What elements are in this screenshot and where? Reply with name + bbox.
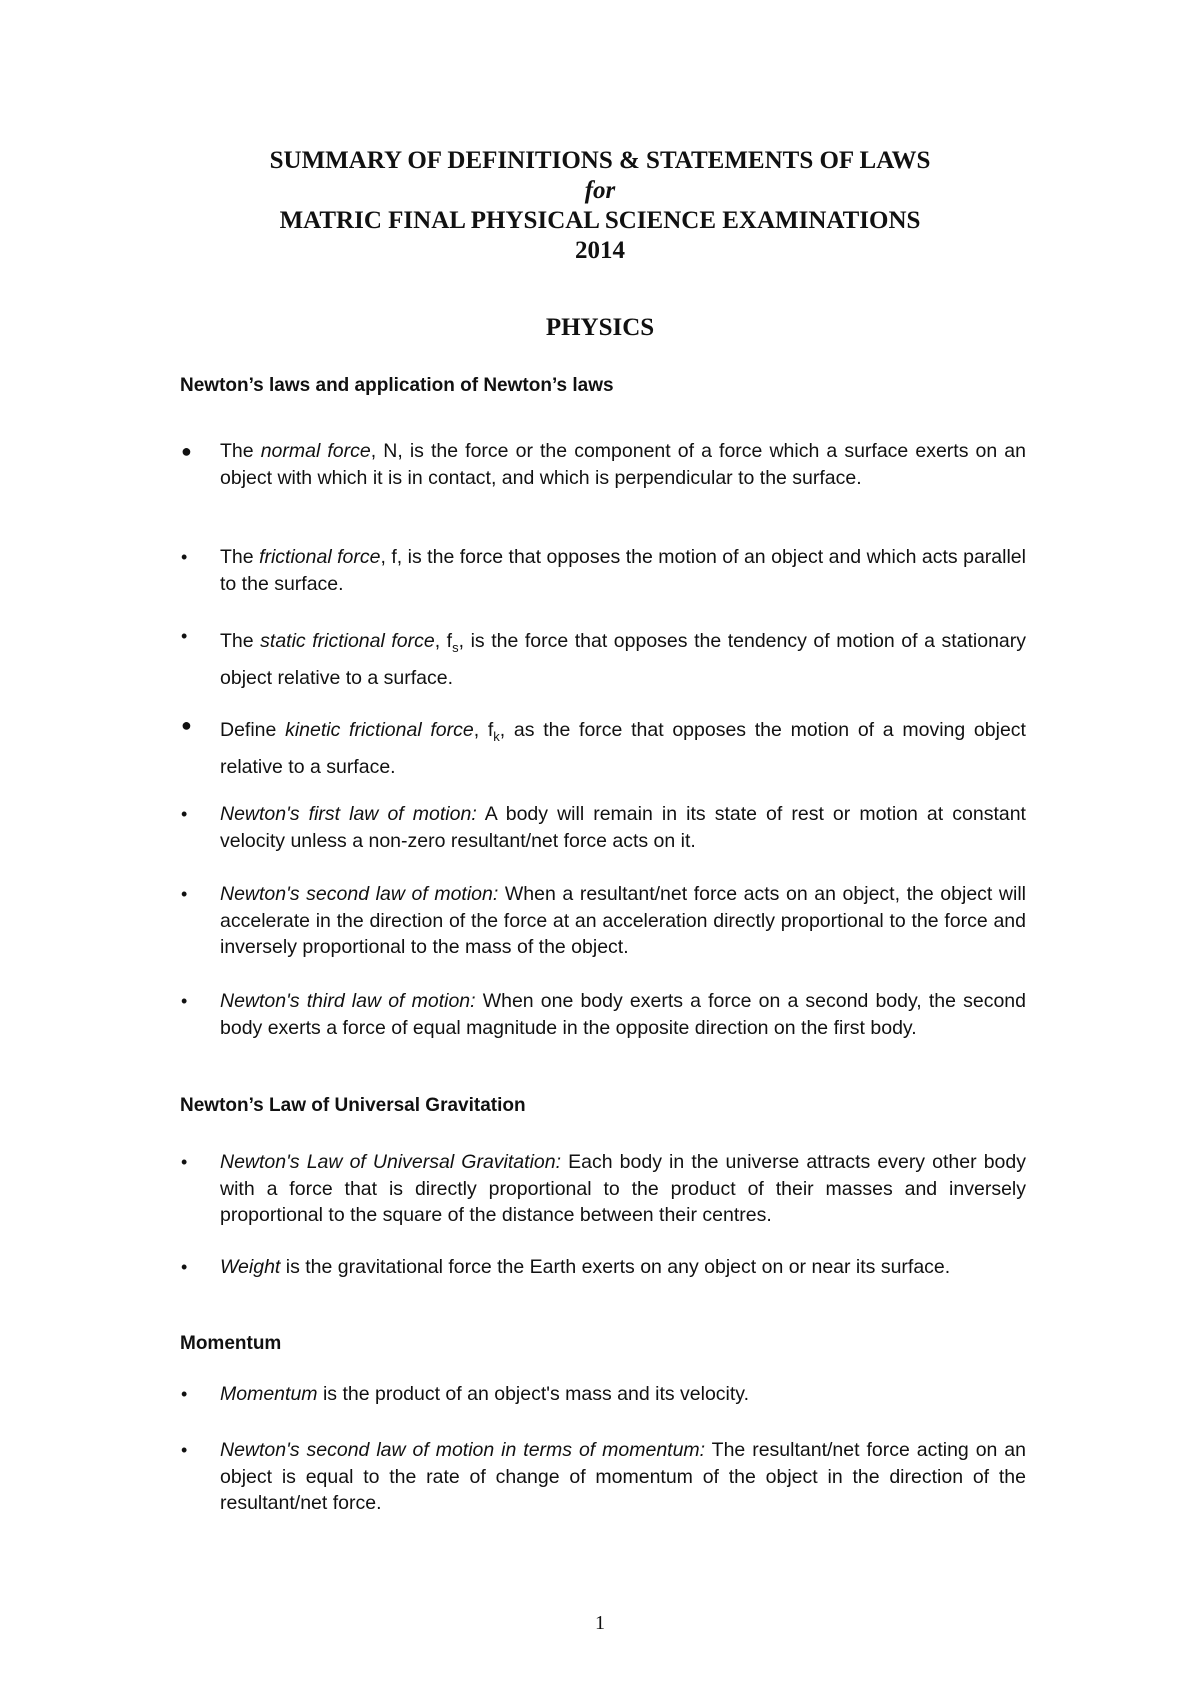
item-text: The frictional force, f, is the force that opposes the motion of an object and which acts parallel to the surface. (220, 546, 1026, 595)
list-item (181, 1149, 1026, 1229)
list-item (181, 1437, 1026, 1517)
list-item (181, 801, 1026, 854)
subject-heading: PHYSICS (545, 314, 655, 341)
list-item (181, 544, 1026, 597)
bullet-icon: • (181, 884, 188, 904)
item-text: Momentum is the product of an object's mass and its velocity. (220, 1383, 750, 1405)
bullet-icon: • (181, 804, 188, 824)
list-item (181, 623, 1026, 697)
bullet-icon: • (181, 1257, 188, 1277)
section-heading-momentum: Momentum (180, 1333, 282, 1354)
item-text: Newton's second law of motion in terms of momentum: The resultant/net force acting on an object is equal to the rate of change of momentum of the object in the direction of the resultant/net force. (220, 1439, 1026, 1514)
bullet-icon: ● (181, 715, 192, 735)
bullet-icon: • (181, 626, 188, 646)
page-number: 1 (595, 1612, 605, 1634)
bullet-icon: • (181, 1384, 188, 1404)
bullet-icon: ● (181, 441, 192, 461)
list-item (181, 712, 1026, 786)
document-title (0, 146, 1200, 266)
item-text: Weight is the gravitational force the Earth exerts on any object on or near its surface. (220, 1256, 951, 1278)
title-line-2: for (584, 177, 616, 204)
item-text: The normal force, N, is the force or the component of a force which a surface exerts on an object with which it is in contact, and which is perpendicular to the surface. (220, 440, 1027, 489)
list-item (181, 881, 1026, 961)
title-line-1: SUMMARY OF DEFINITIONS & STATEMENTS OF LAWS (269, 147, 931, 174)
section-heading-newton: Newton’s laws and application of Newton’s laws (180, 375, 614, 396)
title-line-3: MATRIC FINAL PHYSICAL SCIENCE EXAMINATIONS (279, 207, 921, 234)
list-item (181, 1254, 1026, 1281)
item-text: Newton's Law of Universal Gravitation: Each body in the universe attracts every other body with a force that is directly proportional to the product of their masses and inversely proportional to the square of the distance between their centres. (220, 1151, 1026, 1226)
item-text: Newton's first law of motion: A body will remain in its state of rest or motion at constant velocity unless a non-zero resultant/net force acts on it. (220, 803, 1026, 852)
item-text: Define kinetic frictional force, $f_k$, as the force that opposes the motion of a moving object relative to a surface. (220, 719, 1026, 778)
bullet-icon: • (181, 1152, 188, 1172)
bullet-icon: • (181, 547, 188, 567)
bullet-icon: • (181, 991, 188, 1011)
bullet-icon: • (181, 1440, 188, 1460)
section-heading-gravitation: Newton’s Law of Universal Gravitation (180, 1095, 526, 1116)
list-item (181, 988, 1026, 1041)
item-text: Newton's second law of motion: When a resultant/net force acts on an object, the object will accelerate in the direction of the force at an acceleration directly proportional to the force and inversely proportional to the mass of the object. (220, 883, 1026, 958)
item-text: The static frictional force, $f_s$, is the force that opposes the tendency of motion of a stationary object relative to a surface. (220, 630, 1026, 689)
list-item (181, 438, 1026, 491)
list-item (181, 1381, 1026, 1408)
title-line-4: 2014 (575, 237, 625, 264)
item-text: Newton's third law of motion: When one body exerts a force on a second body, the second body exerts a force of equal magnitude in the opposite direction on the first body. (220, 990, 1026, 1039)
